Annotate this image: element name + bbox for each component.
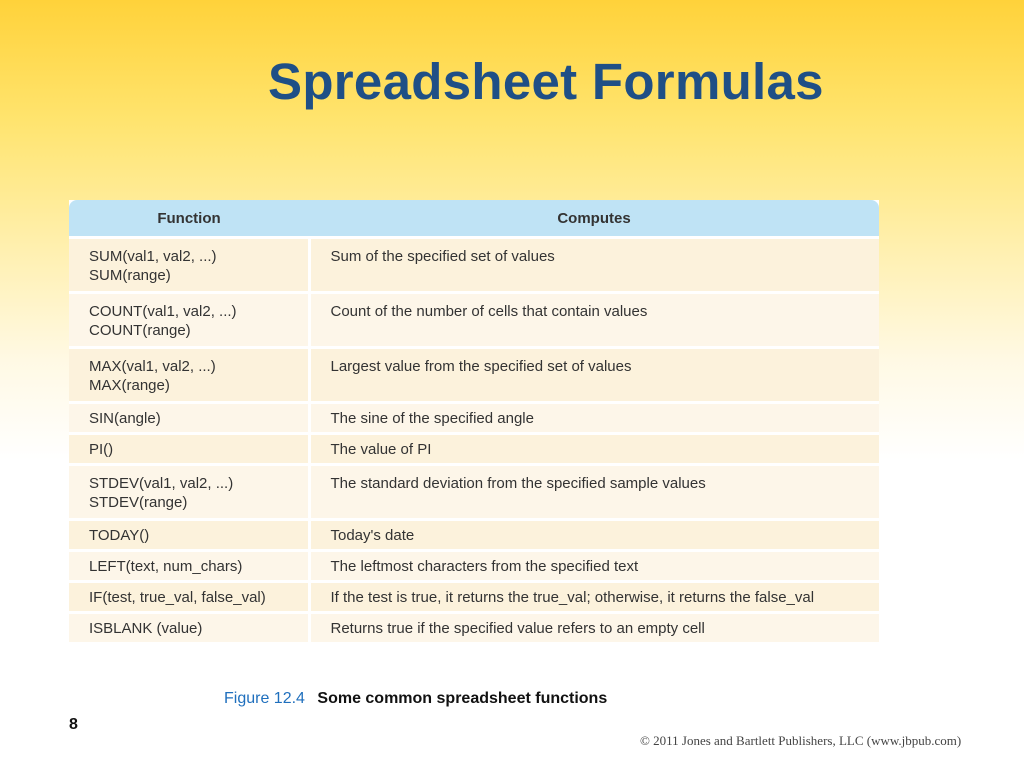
function-cell xyxy=(69,520,309,551)
computes-cell: Largest value from the specified set of values xyxy=(309,348,879,403)
function-signature: PI() xyxy=(89,441,114,458)
computes-cell: If the test is true, it returns the true_val; otherwise, it returns the false_val xyxy=(309,582,879,613)
function-signature: IF(test, true_val, false_val) xyxy=(89,589,266,606)
function-cell xyxy=(69,403,309,434)
computes-cell: The standard deviation from the specified sample values xyxy=(309,465,879,520)
function-cell xyxy=(69,582,309,613)
function-signature: COUNT(val1, val2, ...) xyxy=(89,303,237,320)
table-header-row xyxy=(69,200,879,238)
table-row xyxy=(69,348,879,403)
function-signature: SIN(angle) xyxy=(89,410,161,427)
function-signature: TODAY() xyxy=(89,527,150,544)
table-row xyxy=(69,434,879,465)
figure-label: Figure 12.4 xyxy=(224,690,305,707)
slide-title: Spreadsheet Formulas xyxy=(268,53,824,110)
table-row xyxy=(69,465,879,520)
function-signature: COUNT(range) xyxy=(89,322,191,339)
computes-cell: The leftmost characters from the specified text xyxy=(309,551,879,582)
function-signature: MAX(range) xyxy=(89,377,170,394)
computes-cell: Today's date xyxy=(309,520,879,551)
function-cell xyxy=(69,293,309,348)
computes-cell: Count of the number of cells that contain values xyxy=(309,293,879,348)
function-signature: STDEV(val1, val2, ...) xyxy=(89,475,234,492)
figure-caption-text: Some common spreadsheet functions xyxy=(317,690,608,707)
computes-cell: The value of PI xyxy=(309,434,879,465)
function-signature: SUM(val1, val2, ...) xyxy=(89,248,217,265)
function-signature: LEFT(text, num_chars) xyxy=(89,558,243,575)
column-header-computes: Computes xyxy=(309,200,879,238)
functions-table xyxy=(69,200,879,642)
table-row xyxy=(69,582,879,613)
function-signature: ISBLANK (value) xyxy=(89,620,203,637)
table-row xyxy=(69,238,879,293)
computes-cell: Returns true if the specified value refers to an empty cell xyxy=(309,613,879,643)
function-cell xyxy=(69,613,309,643)
table-row xyxy=(69,403,879,434)
function-cell xyxy=(69,348,309,403)
function-cell xyxy=(69,238,309,293)
table-row xyxy=(69,520,879,551)
computes-cell: The sine of the specified angle xyxy=(309,403,879,434)
function-signature: MAX(val1, val2, ...) xyxy=(89,358,216,375)
table-row xyxy=(69,551,879,582)
figure-caption xyxy=(224,690,607,708)
function-signature: SUM(range) xyxy=(89,267,171,284)
function-signature: STDEV(range) xyxy=(89,494,188,511)
column-header-function: Function xyxy=(69,200,309,238)
function-cell xyxy=(69,465,309,520)
function-cell xyxy=(69,434,309,465)
table-row xyxy=(69,613,879,643)
table-row xyxy=(69,293,879,348)
function-cell xyxy=(69,551,309,582)
copyright-notice: © 2011 Jones and Bartlett Publishers, LLC (www.jbpub.com) xyxy=(640,733,962,748)
computes-cell: Sum of the specified set of values xyxy=(309,238,879,293)
page-number: 8 xyxy=(69,716,78,733)
